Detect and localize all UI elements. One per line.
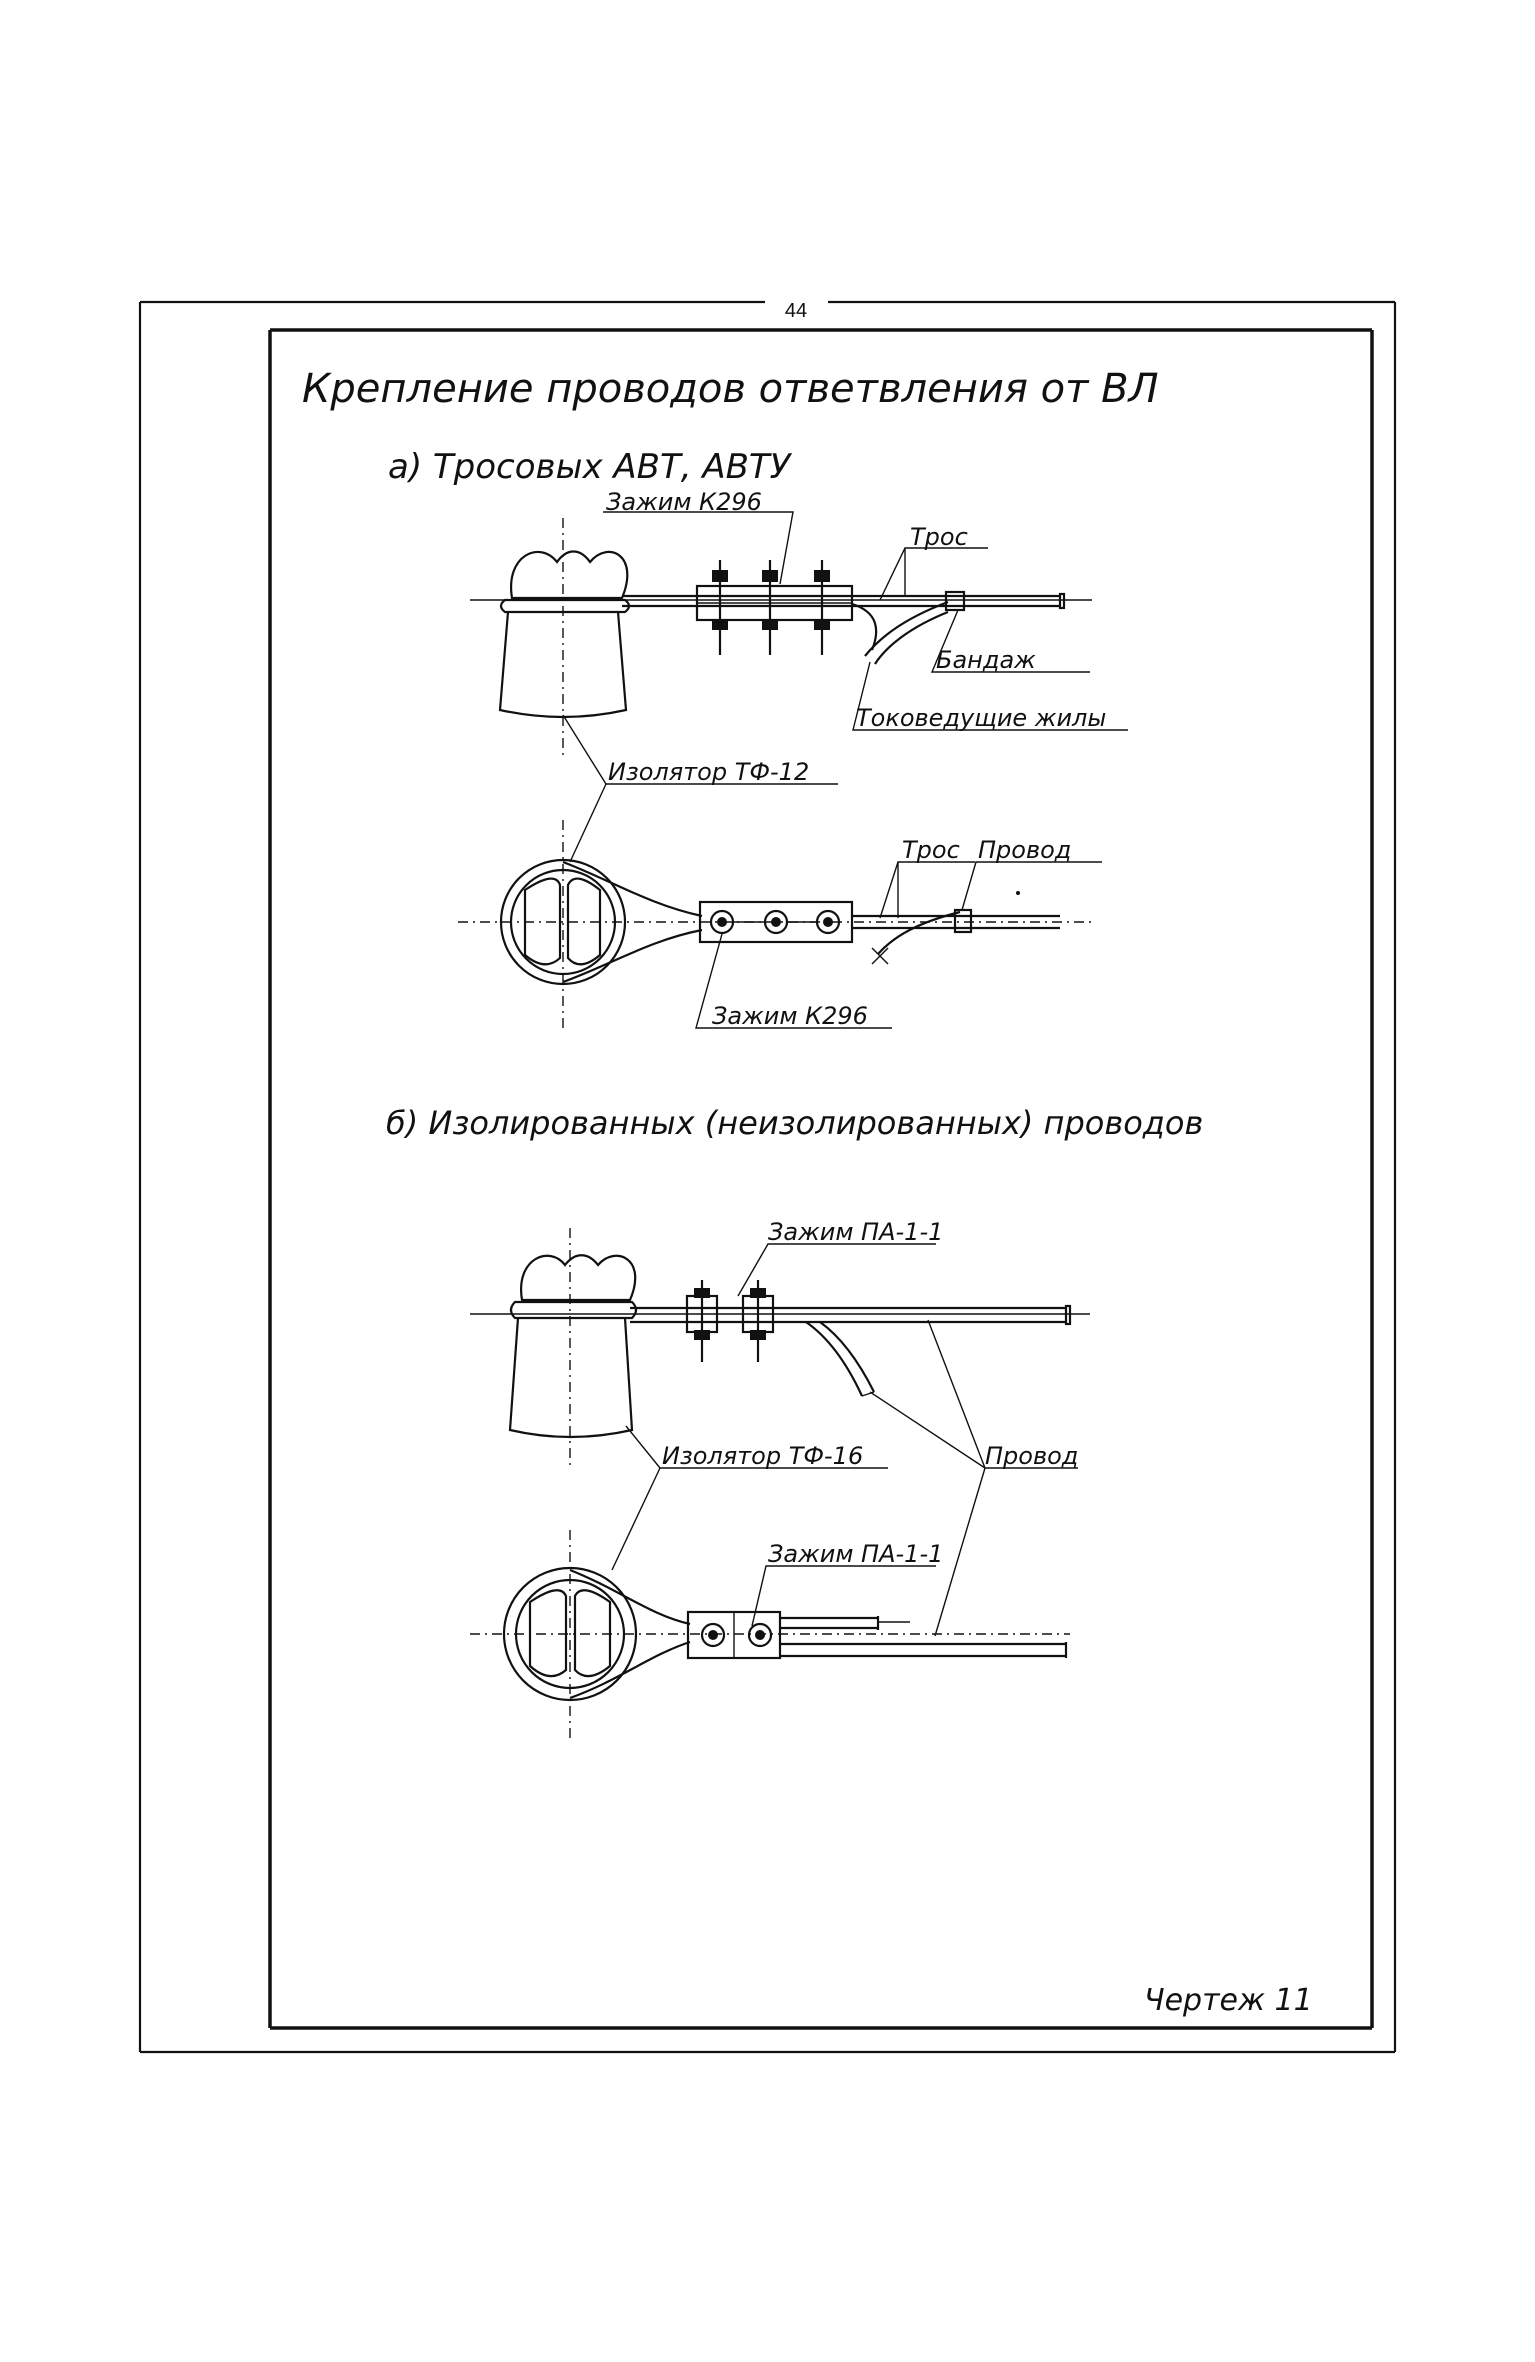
conductors-label: Токоведущие жилы [856,704,1107,732]
section-b-side-view [470,1218,1090,1636]
clamp-k296-plan-label: Зажим К296 [712,1002,868,1030]
rope-plan-label: Трос [902,836,960,864]
rope-label: Трос [910,523,968,551]
section-a-plan-view [458,820,1102,1030]
page-title: Крепление проводов ответвления от ВЛ [302,366,1159,412]
wire-plan-label: Провод [978,836,1072,864]
wire-label: Провод [985,1442,1079,1470]
section-a-side-view [470,488,1128,760]
clamp-bolts [712,560,830,655]
section-b-plan-view [470,1530,1070,1740]
insulator-tf16-label: Изолятор ТФ-16 [662,1442,864,1470]
outer-frame [140,302,1395,2052]
page-number: 44 [784,300,808,322]
insulator-tf12-label: Изолятор ТФ-12 [608,758,810,786]
clamp-pa11-plan-label: Зажим ПА-1-1 [768,1540,944,1568]
section-b-heading: б) Изолированных (неизолированных) проводов [386,1104,1204,1142]
drawing-number: Чертеж 11 [1144,1983,1313,2018]
bandage-label: Бандаж [936,646,1036,674]
clamp-pa11-label: Зажим ПА-1-1 [768,1218,944,1246]
clamp-k296-label: Зажим К296 [606,488,762,516]
section-a-heading: а) Тросовых АВТ, АВТУ [388,447,791,487]
